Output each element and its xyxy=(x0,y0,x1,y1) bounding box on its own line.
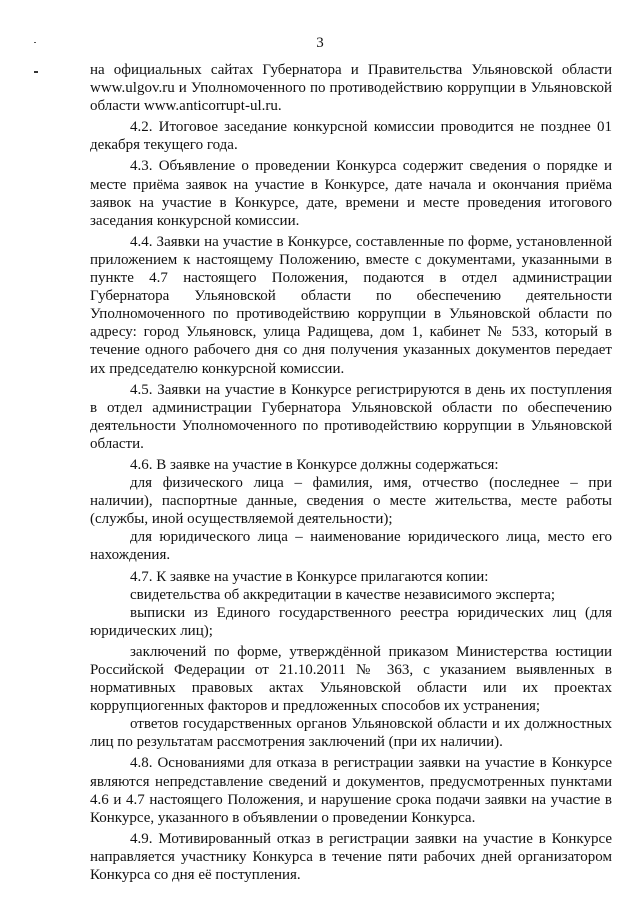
paragraph-4-7: 4.7. К заявке на участие в Конкурсе прилагаются копии: xyxy=(130,568,489,585)
paragraph-4-8: 4.8. Основаниями для отказа в регистрации заявки на участие в Конкурсе являются непредставление сведений и документов, предусмотренных пунктами 4.6 и 4.7 настоящего Положения, и нарушение срока подачи заявки на участие в Конкурсе, указанного в объявлении о проведении Конкурса. xyxy=(90,755,612,826)
paragraph-4-7-registry-extract: выписки из Единого государственного реестра юридических лиц (для юридических лиц); xyxy=(90,604,612,639)
paragraph-4-9: 4.9. Мотивированный отказ в регистрации заявки на участие в Конкурсе направляется участнику Конкурса в течение пяти рабочих дней организатором Конкурса со дня её поступления. xyxy=(90,830,612,884)
paragraph-4-6-legal-entity: для юридического лица – наименование юридического лица, место его нахождения. xyxy=(90,529,612,564)
paragraph-4-2: 4.2. Итоговое заседание конкурсной комиссии проводится не позднее 01 декабря текущего года. xyxy=(90,119,612,154)
paragraph-4-6: 4.6. В заявке на участие в Конкурсе должны содержаться: xyxy=(130,456,499,473)
paragraph-4-6-individual: для физического лица – фамилия, имя, отчество (последнее – при наличии), паспортные данные, сведения о месте жительства, месте работы (службы, иной осуществляемой деятельности); xyxy=(90,475,612,528)
paragraph-4-7-accreditation: свидетельства об аккредитации в качестве независимого эксперта; xyxy=(130,586,556,603)
document-body xyxy=(90,61,612,884)
paragraph-continuation: на официальных сайтах Губернатора и Правительства Ульяновской области www.ulgov.ru и Уполномоченного по противодействию коррупции в Ульяновской области www.anticorrupt-ul.ru. xyxy=(90,62,612,115)
page-number: 3 xyxy=(316,35,324,51)
paragraph-4-5: 4.5. Заявки на участие в Конкурсе регистрируются в день их поступления в отдел администрации Губернатора Ульяновской области по обеспечению деятельности Уполномоченного по противодействию коррупции в Ульяновской области. xyxy=(90,381,612,452)
paragraph-4-7-responses: ответов государственных органов Ульяновской области и их должностных лиц по результатам рассмотрения заключений (при их наличии). xyxy=(90,716,612,751)
paragraph-4-7-conclusions: заключений по форме, утверждённой приказом Министерства юстиции Российской Федерации от 21.10.2011 № 363, с указанием выявленных в нормативных правовых актах Ульяновской области или их проектах коррупциогенных факторов и предложенных способов их устранения; xyxy=(90,643,612,715)
paragraph-4-3: 4.3. Объявление о проведении Конкурса содержит сведения о порядке и месте приёма заявок на участие в Конкурсе, дате начала и окончания приёма заявок на участие в Конкурсе, дате, времени и месте проведения итогового заседания конкурсной комиссии. xyxy=(90,158,612,229)
paragraph-4-4: 4.4. Заявки на участие в Конкурсе, составленные по форме, установленной приложением к настоящему Положению, вместе с документами, указанными в пункте 4.7 настоящего Положения, подаются в отдел администрации Губернатора Ульяновской области по обеспечению деятельности Уполномоченного по противодействию коррупции в Ульяновской области по адресу: город Ульяновск, улица Радищева, дом 1, кабинет № 533, который в течение одного рабочего дня со дня получения указанных документов передает их председателю конкурсной комиссии. xyxy=(90,233,612,377)
scan-artifact xyxy=(34,71,38,73)
